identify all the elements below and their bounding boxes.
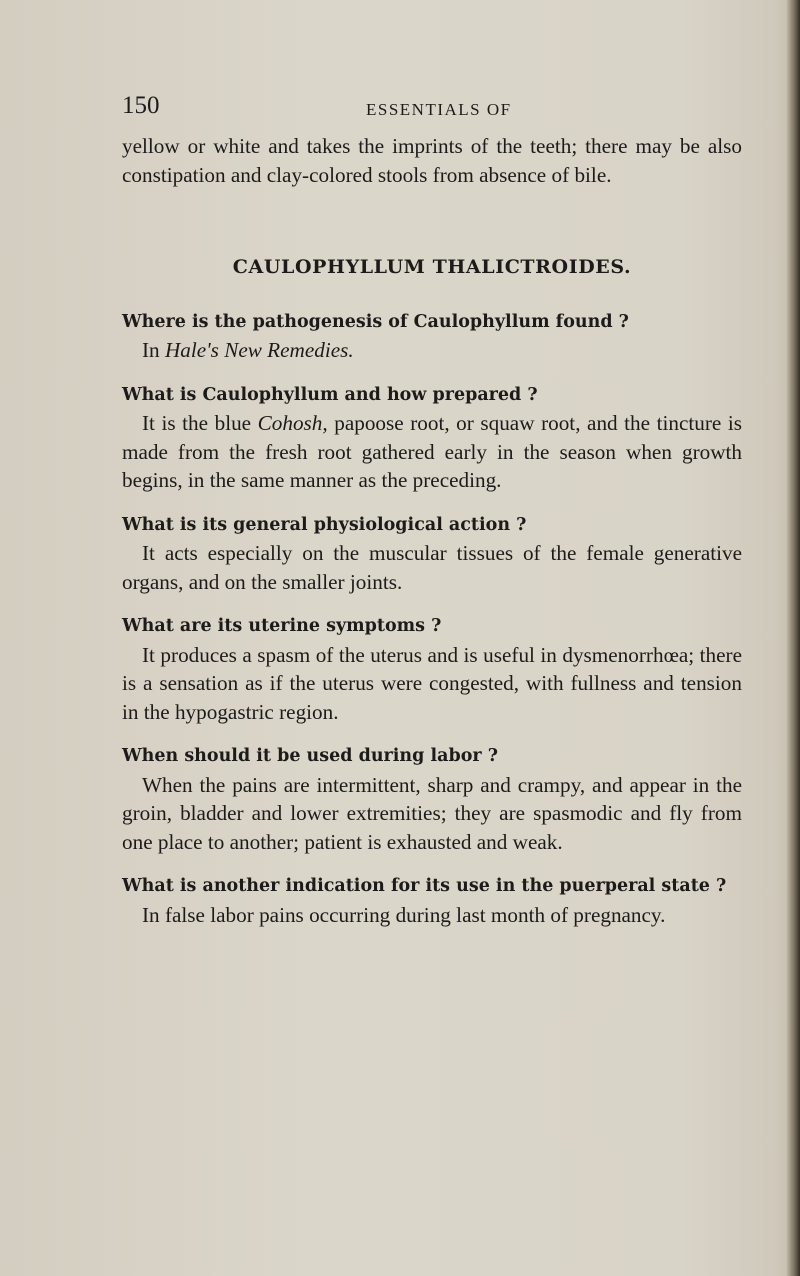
page-header bbox=[122, 92, 742, 132]
answer-3: It acts especially on the muscular tissues of the female generative organs, and on the smaller joints. bbox=[122, 541, 742, 594]
running-head: ESSENTIALS OF bbox=[366, 100, 512, 119]
page-body bbox=[122, 132, 742, 929]
question-5: When should it be used during labor ? bbox=[122, 746, 498, 766]
answer-2-rest: papoose root, or squaw root, and the tincture is made from the fresh root gathered early in the season when growth begins, in the same manner as the preceding. bbox=[122, 411, 742, 492]
question-2: What is Caulophyllum and how prepared ? bbox=[122, 384, 538, 405]
answer-2-text: It is the blue bbox=[142, 411, 258, 435]
answer-2-italic: Cohosh, bbox=[257, 411, 328, 435]
answer-6: In false labor pains occurring during last month of pregnancy. bbox=[142, 902, 666, 927]
question-3: What is its general physiological action ? bbox=[122, 514, 527, 535]
page-number: 150 bbox=[122, 92, 160, 119]
answer-1 bbox=[122, 336, 742, 365]
section-heading: CAULOPHYLLUM THALICTROIDES. bbox=[232, 256, 632, 278]
continuation-paragraph: yellow or white and takes the imprints of the teeth; there may be also constipation and clay-colored stools from absence of bile. bbox=[122, 134, 742, 187]
answer-1-text: In bbox=[142, 338, 165, 362]
page-edge-shadow bbox=[786, 0, 800, 1276]
answer-1-italic: Hale's New Remedies. bbox=[164, 338, 354, 362]
question-1: Where is the pathogenesis of Caulophyllum found ? bbox=[122, 311, 629, 332]
answer-4: It produces a spasm of the uterus and is useful in dysmenorrhœa; there is a sensation as if the uterus were congested, with fullness and tension in the hypogastric region. bbox=[122, 642, 742, 724]
question-4: What are its uterine symptoms ? bbox=[122, 616, 442, 636]
answer-2 bbox=[122, 409, 742, 495]
answer-5: When the pains are intermittent, sharp and crampy, and appear in the groin, bladder and lower extremities; they are spasmodic and fly from one place to another; patient is exhausted and weak. bbox=[122, 772, 742, 854]
question-6: What is another indication for its use in the puerperal state ? bbox=[122, 876, 727, 896]
